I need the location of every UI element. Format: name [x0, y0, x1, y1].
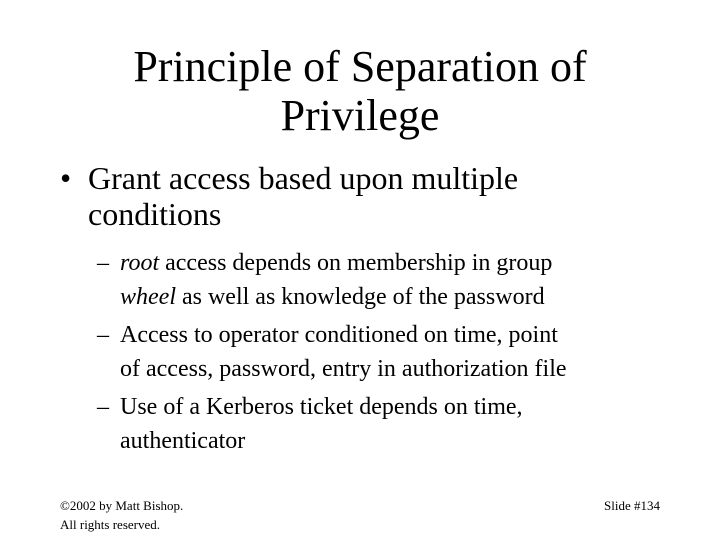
- bullet-dot-icon: •: [60, 160, 72, 196]
- sub-bullet-root-access: [97, 246, 677, 314]
- dash-icon: –: [97, 250, 109, 276]
- copyright-notice: [60, 496, 183, 534]
- sub-bullet-operator-access: [97, 318, 677, 386]
- slide-title-line-2: Privilege: [280, 91, 440, 140]
- sub-bullet-text: access depends on membership in group: [159, 250, 553, 276]
- sub-bullet-line: of access, password, entry in authorization file: [120, 356, 567, 382]
- dash-icon: –: [97, 394, 109, 420]
- wheel-term: wheel: [120, 284, 176, 310]
- slide-title-line-1: Principle of Separation of: [133, 42, 587, 91]
- copyright-line-2: All rights reserved.: [60, 517, 161, 532]
- root-term: root: [120, 250, 160, 276]
- slide-title: [60, 42, 660, 140]
- sub-bullet-line: Access to operator conditioned on time, point: [120, 322, 558, 348]
- dash-icon: –: [97, 322, 109, 348]
- slide-number: Slide #134: [604, 498, 660, 513]
- main-bullet: [60, 160, 650, 232]
- sub-bullet-line: [120, 280, 677, 314]
- main-bullet-text: [60, 160, 650, 232]
- sub-bullet-kerberos: [97, 390, 677, 458]
- sub-bullet-line: Use of a Kerberos ticket depends on time,: [120, 394, 523, 420]
- copyright-line-1: ©2002 by Matt Bishop.: [60, 498, 184, 513]
- sub-bullet-list: [97, 246, 677, 462]
- sub-bullet-text: as well as knowledge of the password: [175, 284, 545, 310]
- sub-bullet-line: authenticator: [120, 428, 246, 454]
- main-bullet-line-2: conditions: [88, 196, 222, 232]
- sub-bullet-line: [120, 246, 677, 280]
- main-bullet-line-1: Grant access based upon multiple: [88, 160, 519, 196]
